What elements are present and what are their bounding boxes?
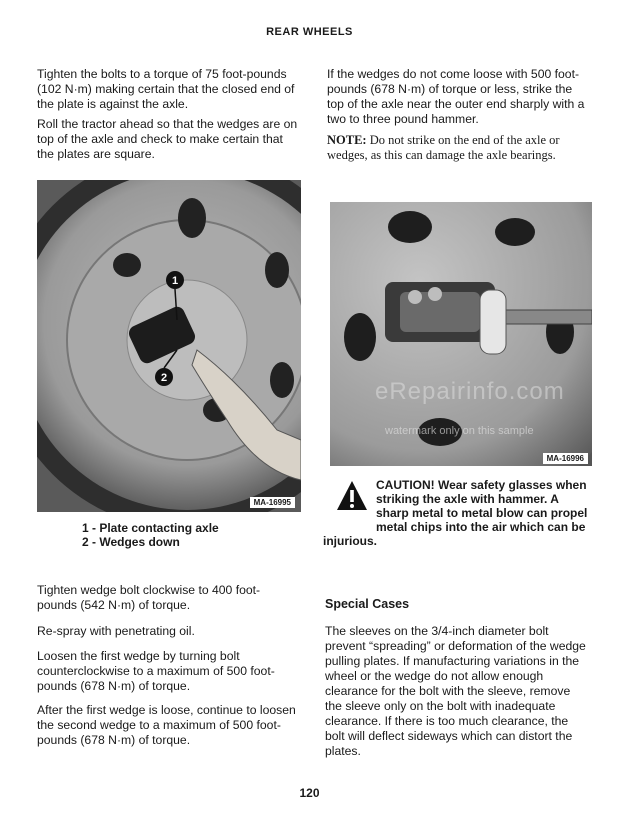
- note-label: NOTE:: [327, 133, 367, 147]
- caution-block: [323, 478, 588, 548]
- figure-right-id: MA-16996: [543, 453, 588, 464]
- note-text: Do not strike on the end of the axle or wedges, as this can damage the axle bearings.: [327, 133, 560, 162]
- figure-left-photo: [37, 180, 301, 512]
- note-block: [327, 133, 591, 163]
- caution-label: CAUTION!: [376, 478, 435, 492]
- caption-1: 1 - Plate contacting axle: [82, 521, 219, 535]
- figure-left-id: MA-16995: [250, 497, 295, 508]
- wheel-photo-left: [37, 180, 301, 512]
- left-bottom-paragraph-1: Tighten wedge bolt clockwise to 400 foot-pounds (542 N·m) of torque.: [37, 583, 261, 612]
- watermark-main: eRepairinfo.com: [375, 378, 565, 405]
- special-cases-text: The sleeves on the 3/4-inch diameter bolt prevent “spreading” or deformation of the wedge pulling plates. If manufacturing variations in the wheel or the wedge do not allow enough clearance for the bolt with the sleeve, remove the sleeve only on the bolt with inadequate clearance. If there is too much clearance, the bolt will deflect sideways which can distort the plates.: [325, 624, 586, 758]
- left-bottom-paragraph-3: Loosen the first wedge by turning bolt counterclockwise to a maximum of 500 foot-pounds (678 N·m) of torque.: [37, 649, 275, 693]
- left-bottom-paragraph-4: After the first wedge is loose, continue to loosen the second wedge to a maximum of 500 foot-pounds (678 N·m) of torque.: [37, 703, 296, 747]
- right-paragraph-1: If the wedges do not come loose with 500 foot-pounds (678 N·m) of torque or less, strike the top of the axle near the outer end sharply with a two to three pound hammer.: [327, 67, 585, 126]
- callout-2: 2: [160, 372, 168, 384]
- caption-2: 2 - Wedges down: [82, 535, 180, 549]
- left-paragraph-2: Roll the tractor ahead so that the wedges are on top of the axle and check to make certain that the plates are square.: [37, 117, 298, 161]
- page-header: REAR WHEELS: [266, 26, 353, 38]
- left-bottom-paragraph-2: Re-spray with penetrating oil.: [37, 624, 195, 638]
- caution-text: Wear safety glasses when striking the axle with hammer. A sharp metal to metal blow can propel metal chips into the air which can be injurious.: [323, 478, 588, 548]
- left-paragraph-1: Tighten the bolts to a torque of 75 foot-pounds (102 N·m) making certain that the closed end of the plate is against the axle.: [37, 67, 295, 111]
- callout-1: 1: [171, 275, 179, 287]
- special-cases-heading: Special Cases: [325, 597, 410, 611]
- page-number: 120: [299, 786, 320, 800]
- watermark-sub: watermark only on this sample: [385, 425, 534, 437]
